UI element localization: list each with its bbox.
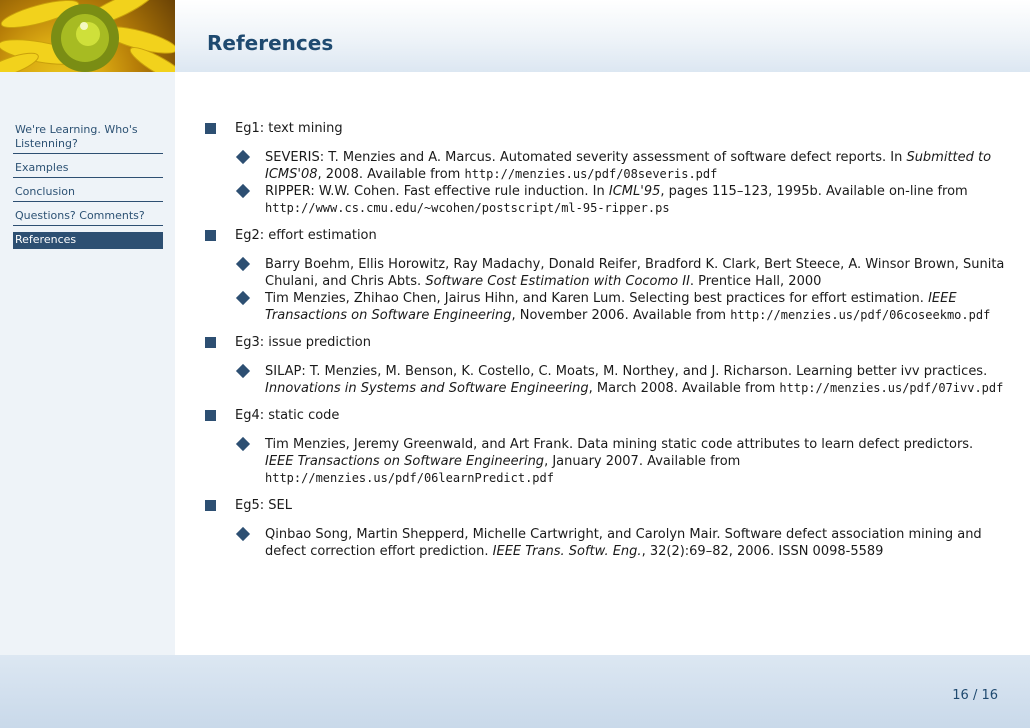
sidebar-nav [13,122,163,255]
reference-venue: Innovations in Systems and Software Engineering [265,381,589,396]
reference-text: Barry Boehm, Ellis Horowitz, Ray Madachy, Donald Reifer, Bradford K. Clark, Bert Steece, A. Winsor Brown, Sunita Chulani, and Chris Abts. [265,257,1005,289]
diamond-bullet-icon [236,437,250,451]
diamond-bullet-icon [236,291,250,305]
diamond-bullet-icon [236,257,250,271]
reference-venue: ICML'95 [608,184,661,199]
section-heading [205,227,1005,244]
reference-url[interactable]: http://www.cs.cmu.edu/~wcohen/postscript/ml-95-ripper.ps [265,201,670,215]
reference-item [205,436,1005,487]
reference-text: Qinbao Song, Martin Shepperd, Michelle Cartwright, and Carolyn Mair. Software defect association mining and defect correction effort prediction. [265,527,982,559]
reference-venue: IEEE Transactions on Software Engineering [265,454,545,469]
square-bullet-icon [205,500,216,511]
reference-text: , January 2007. Available from [544,454,741,469]
section-heading-text: Eg1: text mining [235,121,343,136]
reference-text: , pages 115–123, 1995b. Available on-line from [660,184,968,199]
diamond-bullet-icon [236,527,250,541]
reference-text: SILAP: T. Menzies, M. Benson, K. Costello, C. Moats, M. Northey, and J. Richarson. Learning better ivv practices. [265,364,988,379]
section-heading-text: Eg3: issue prediction [235,335,371,350]
diamond-bullet-icon [236,364,250,378]
references-content [205,120,1005,560]
diamond-bullet-icon [236,184,250,198]
page-title: References [207,31,334,55]
reference-text: , March 2008. Available from [588,381,780,396]
reference-url[interactable]: http://menzies.us/pdf/08severis.pdf [464,167,718,181]
reference-item [205,256,1005,290]
reference-text: . Prentice Hall, 2000 [689,274,822,289]
reference-text: Tim Menzies, Jeremy Greenwald, and Art Frank. Data mining static code attributes to learn defect predictors. [265,437,974,452]
diamond-bullet-icon [236,150,250,164]
reference-text: RIPPER: W.W. Cohen. Fast effective rule induction. In [265,184,609,199]
section-heading-text: Eg5: SEL [235,498,292,513]
title-bar [175,0,1030,72]
reference-venue: IEEE Transactions on Software Engineering [265,291,957,323]
sidebar-item-questions[interactable]: Questions? Comments? [13,208,163,226]
sidebar-item-references[interactable]: References [13,232,163,249]
sidebar-item-learning[interactable]: We're Learning. Who's Listenning? [13,122,163,154]
square-bullet-icon [205,123,216,134]
section-heading [205,497,1005,514]
reference-text: , 2008. Available from [317,167,465,182]
reference-venue: Submitted to ICMS'08 [265,150,992,182]
reference-item [205,149,1005,183]
reference-item [205,183,1005,217]
square-bullet-icon [205,410,216,421]
section-heading [205,120,1005,137]
sidebar-item-conclusion[interactable]: Conclusion [13,184,163,202]
reference-url[interactable]: http://menzies.us/pdf/06learnPredict.pdf [265,471,554,485]
reference-item [205,526,1005,560]
reference-text: , November 2006. Available from [511,308,731,323]
square-bullet-icon [205,337,216,348]
reference-venue: IEEE Trans. Softw. Eng. [492,544,642,559]
sidebar [0,72,175,655]
sunflower-logo [0,0,175,72]
reference-text: Tim Menzies, Zhihao Chen, Jairus Hihn, and Karen Lum. Selecting best practices for effort estimation. [265,291,929,306]
square-bullet-icon [205,230,216,241]
reference-venue: Software Cost Estimation with Cocomo II [425,274,690,289]
footer-bar [0,655,1030,728]
reference-item [205,290,1005,324]
section-heading [205,407,1005,424]
reference-url[interactable]: http://menzies.us/pdf/06coseekmo.pdf [730,308,991,322]
reference-item [205,363,1005,397]
page-number: 16 / 16 [952,688,998,703]
reference-text: , 32(2):69–82, 2006. ISSN 0098-5589 [641,544,884,559]
section-heading [205,334,1005,351]
reference-url[interactable]: http://menzies.us/pdf/07ivv.pdf [779,381,1004,395]
section-heading-text: Eg4: static code [235,408,340,423]
reference-text: SEVERIS: T. Menzies and A. Marcus. Automated severity assessment of software defect reports. In [265,150,907,165]
sidebar-item-examples[interactable]: Examples [13,160,163,178]
section-heading-text: Eg2: effort estimation [235,228,377,243]
